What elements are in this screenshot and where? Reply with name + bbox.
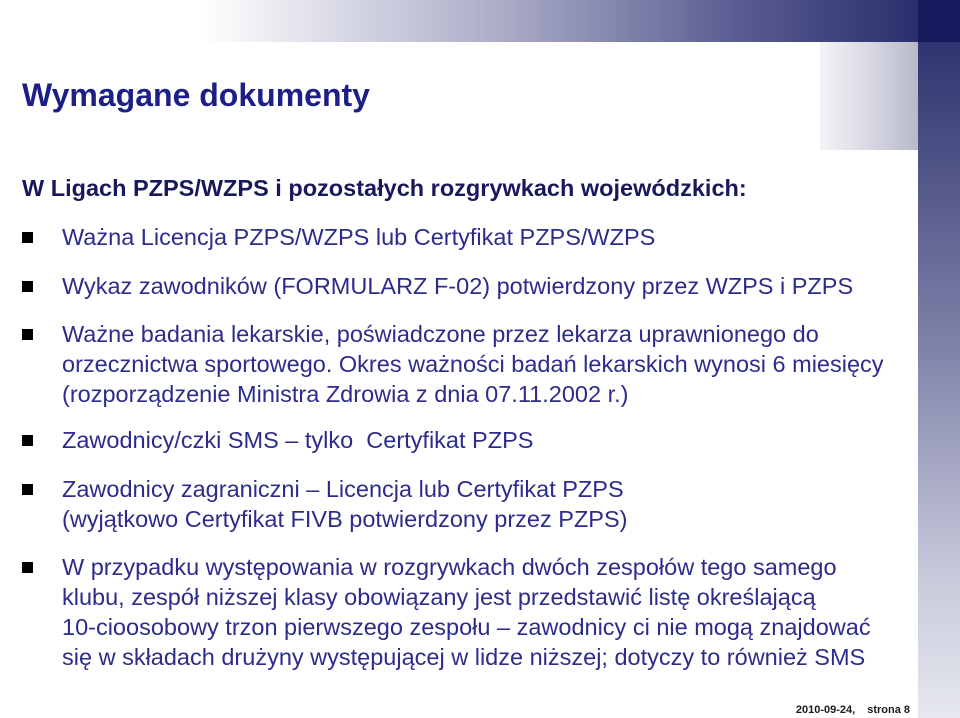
bullet-text-line: Zawodnicy zagraniczni – Licencja lub Certyfikat PZPS: [62, 476, 624, 502]
footer-page-number: strona 8: [867, 704, 910, 716]
bullet-text-line: (rozporządzenie Ministra Zdrowia z dnia 07.11.2002 r.): [62, 381, 629, 407]
bullet-square-icon: [22, 484, 33, 495]
bullet-item: [0, 425, 918, 455]
corner-square: [918, 0, 960, 42]
slide-footer: [796, 704, 910, 716]
bullet-item: [0, 271, 918, 301]
slide-title: Wymagane dokumenty: [22, 77, 370, 113]
bullet-text-line: Ważna Licencja PZPS/WZPS lub Certyfikat PZPS/WZPS: [62, 224, 656, 250]
right-gradient-band: [918, 42, 960, 718]
bullet-square-icon: [22, 232, 33, 243]
bullet-text-line: Ważne badania lekarskie, poświadczone przez lekarza uprawnionego do: [62, 321, 819, 347]
bullet-square-icon: [22, 281, 33, 292]
bullet-item: [0, 474, 918, 534]
bullet-text-line: W przypadku występowania w rozgrywkach dwóch zespołów tego samego: [62, 554, 837, 580]
bullet-item: [0, 552, 918, 672]
bullet-square-icon: [22, 562, 33, 573]
bullet-text-line: Wykaz zawodników (FORMULARZ F-02) potwierdzony przez WZPS i PZPS: [62, 273, 854, 299]
bullet-square-icon: [22, 435, 33, 446]
bullet-item: [0, 319, 918, 409]
bullet-text-line: Zawodnicy/czki SMS – tylko Certyfikat PZPS: [62, 427, 534, 453]
bullet-text-line: się w składach drużyny występującej w lidze niższej; dotyczy to również SMS: [62, 644, 866, 670]
bullet-square-icon: [22, 329, 33, 340]
footer-date: 2010-09-24,: [795, 704, 856, 716]
bullet-item: [0, 222, 918, 252]
top-gradient-band: [0, 0, 918, 42]
bullet-text-line: 10-cioosobowy trzon pierwszego zespołu – zawodnicy ci nie mogą znajdować: [62, 614, 871, 640]
gray-accent-box: [820, 42, 918, 150]
bullet-text-line: orzecznictwa sportowego. Okres ważności badań lekarskich wynosi 6 miesięcy: [62, 351, 884, 377]
bullet-text-line: (wyjątkowo Certyfikat FIVB potwierdzony przez PZPS): [62, 506, 628, 532]
bullet-text-line: klubu, zespół niższej klasy obowiązany jest przedstawić listę określającą: [62, 584, 816, 610]
section-heading: W Ligach PZPS/WZPS i pozostałych rozgrywkach wojewódzkich:: [22, 175, 747, 201]
